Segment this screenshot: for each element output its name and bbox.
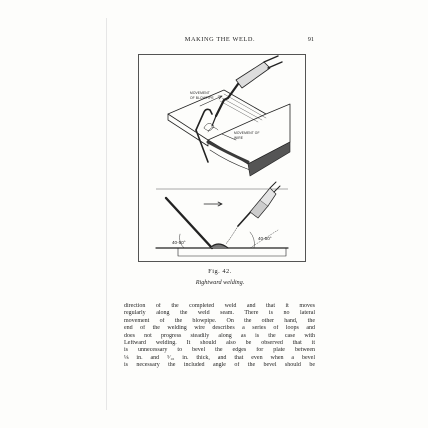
- left-plate-edge: [168, 114, 208, 146]
- plate-body: [178, 248, 286, 256]
- label-movement-blowpipe-1: MOVEMENT: [190, 91, 210, 95]
- running-head: MAKING THE WELD.: [184, 36, 256, 43]
- body-line: ⅛ in. and ⁵⁄₁₆ in. thick, and that even when a bevel: [124, 354, 315, 361]
- flame-line: [226, 226, 238, 244]
- page-fold-line: [106, 18, 107, 410]
- figure-number: Fig. 42.: [208, 268, 232, 275]
- body-line: Leftward welding. It should also be observed that it: [124, 340, 315, 347]
- figure-caption: Rightward welding.: [195, 279, 245, 286]
- body-line: is necessary the included angle of the bevel should be: [124, 362, 315, 369]
- body-line: end of the welding wire describes a series of loops and: [124, 325, 315, 332]
- weld-pool: [210, 244, 228, 248]
- blowpipe-body: [236, 62, 270, 88]
- body-line: direction of the completed weld and that it moves: [124, 303, 315, 309]
- body-paragraph: [124, 303, 315, 370]
- body-line: regularly along the weld seam. There is no lateral: [124, 310, 315, 317]
- weld-bead: [208, 142, 248, 162]
- label-angle-right: 40-50°: [258, 236, 272, 241]
- page-number: 91: [307, 36, 314, 43]
- figure-rightward-welding: [138, 54, 306, 262]
- wire-loop-1: [204, 123, 214, 130]
- figure-illustration: [138, 54, 306, 262]
- angle-arc-right: [250, 232, 254, 248]
- body-line: does not progress steadily along as is the case with: [124, 332, 315, 339]
- plate-front-shade: [248, 142, 290, 176]
- upper-perspective-drawing: [168, 56, 290, 176]
- label-movement-blowpipe-2: OF BLOWPIPE: [190, 96, 214, 100]
- label-movement-wire-1: MOVEMENT OF: [234, 131, 260, 135]
- body-line: is unnecessary to bevel the edges for plate between: [124, 347, 315, 354]
- label-movement-wire-2: WIRE: [234, 136, 244, 140]
- welding-wire: [196, 109, 212, 130]
- body-line: movement of the blowpipe. On the other hand, the: [124, 317, 315, 324]
- label-angle-left: 40-50°: [172, 240, 186, 245]
- welding-wire-lower: [196, 130, 208, 162]
